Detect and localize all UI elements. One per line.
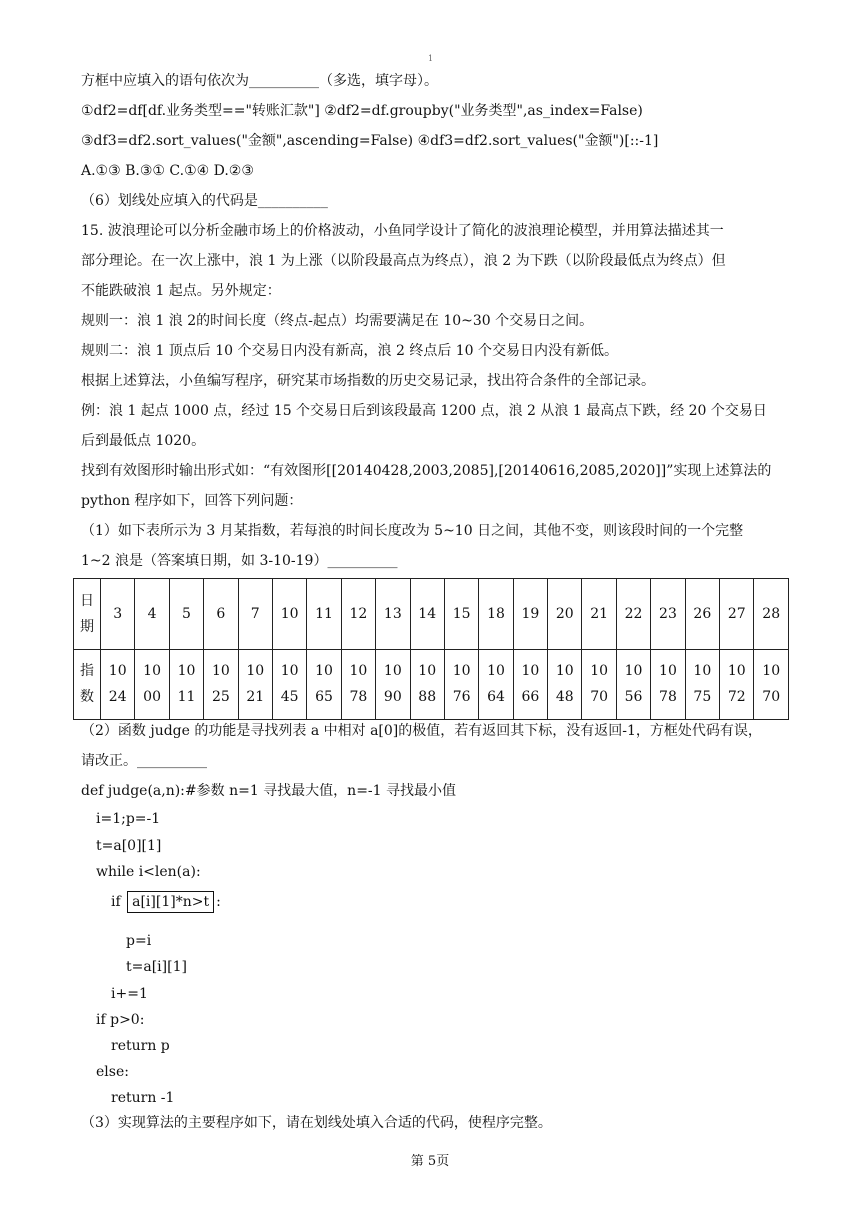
index-digits-bottom: 45 [280, 689, 299, 706]
date-cell: 21 [582, 579, 616, 650]
index-digits-bottom: 75 [693, 689, 712, 706]
code-line: i=1;p=-1 [96, 811, 161, 827]
date-cell: 10 [272, 579, 306, 650]
option-statements-3-4: ③df3=df2.sort_values("金额",ascending=False) ④df3=df2.sort_values("金额")[::-1] [81, 133, 659, 149]
index-digits-bottom: 72 [727, 689, 746, 706]
index-digits-top: 10 [624, 663, 643, 680]
index-digits-bottom: 66 [521, 689, 540, 706]
table-row [74, 579, 789, 650]
code-line-if [111, 891, 221, 913]
index-cell [238, 649, 272, 720]
code-line: p=i [126, 933, 152, 949]
option-statements-1-2: ①df2=df[df.业务类型=="转账汇款"] ②df2=df.groupby("业务类型",as_index=False) [81, 103, 643, 119]
question-15-text: python 程序如下，回答下列问题： [81, 493, 303, 509]
output-format-line: 找到有效图形时输出形式如：“有效图形[[20140428,2003,2085],[20140616,2085,2020]]”实现上述算法的 [81, 463, 772, 479]
index-digits-bottom: 76 [452, 689, 471, 706]
code-line: t=a[i][1] [126, 959, 187, 975]
index-cell [376, 649, 410, 720]
date-cell: 15 [444, 579, 478, 650]
index-digits-bottom: 78 [659, 689, 677, 706]
index-table [73, 578, 789, 720]
code-line: if p>0: [96, 1012, 145, 1028]
index-digits-top: 10 [762, 663, 781, 680]
sub-question-2: 请改正。__________ [81, 753, 207, 769]
date-cell: 22 [616, 579, 650, 650]
index-digits-top: 10 [555, 663, 574, 680]
index-digits-bottom: 90 [383, 689, 402, 706]
index-digits-bottom: 48 [555, 689, 574, 706]
date-cell: 12 [341, 579, 375, 650]
index-digits-bottom: 64 [487, 689, 505, 706]
index-cell [410, 649, 444, 720]
index-digits-bottom: 21 [246, 689, 265, 706]
sub-question-1: 1~2 浪是（答案填日期，如 3-10-19）__________ [81, 553, 398, 569]
index-cell [548, 649, 582, 720]
index-digits-bottom: 70 [762, 689, 781, 706]
index-digits-bottom: 24 [108, 689, 127, 706]
table-header-text: 期 [80, 618, 94, 635]
index-digits-top: 10 [349, 663, 368, 680]
index-digits-top: 10 [108, 663, 127, 680]
answer-choices: A.①③ B.③① C.①④ D.②③ [81, 163, 254, 179]
date-cell: 14 [410, 579, 444, 650]
rule-two: 规则二：浪 1 顶点后 10 个交易日内没有新高，浪 2 终点后 10 个交易日内没有新低。 [81, 343, 619, 359]
index-digits-top: 10 [280, 663, 299, 680]
index-digits-top: 10 [521, 663, 540, 680]
table-header-cell [74, 579, 101, 650]
date-cell: 26 [685, 579, 719, 650]
index-cell [307, 649, 341, 720]
index-cell [479, 649, 513, 720]
date-cell: 4 [135, 579, 169, 650]
sub-question-2: （2）函数 judge 的功能是寻找列表 a 中相对 a[0]的极值，若有返回其下标，没有返回-1，方框处代码有误， [81, 723, 762, 739]
date-cell: 19 [513, 579, 547, 650]
index-digits-bottom: 78 [349, 689, 368, 706]
question-15-intro: 15. 波浪理论可以分析金融市场上的价格波动，小鱼同学设计了简化的波浪理论模型，并用算法描述其一 [81, 223, 724, 239]
index-digits-bottom: 88 [418, 689, 437, 706]
index-digits-bottom: 25 [211, 689, 230, 706]
index-cell [272, 649, 306, 720]
index-digits-top: 10 [246, 663, 265, 680]
date-cell: 3 [101, 579, 135, 650]
code-line: return -1 [111, 1090, 175, 1106]
date-cell: 23 [651, 579, 685, 650]
table-header-text: 数 [80, 689, 94, 706]
index-cell [101, 649, 135, 720]
index-cell [720, 649, 754, 720]
index-digits-top: 10 [211, 663, 230, 680]
question-15-text: 不能跌破浪 1 起点。另外规定： [81, 283, 281, 299]
index-digits-bottom: 65 [315, 689, 333, 706]
index-cell [685, 649, 719, 720]
date-cell: 6 [204, 579, 238, 650]
sub-question-3: （3）实现算法的主要程序如下，请在划线处填入合适的代码，使程序完整。 [81, 1115, 552, 1131]
page-marker: 1 [428, 54, 434, 63]
code-colon: : [216, 894, 221, 910]
index-digits-bottom: 00 [143, 689, 161, 706]
code-line: while i<len(a): [96, 864, 201, 880]
date-cell: 20 [548, 579, 582, 650]
index-cell [582, 649, 616, 720]
code-line: def judge(a,n):#参数 n=1 寻找最大值，n=-1 寻找最小值 [81, 783, 457, 799]
index-digits-top: 10 [590, 663, 609, 680]
page-footer: 第 5页 [410, 1154, 450, 1169]
date-cell: 11 [307, 579, 341, 650]
code-line: i+=1 [111, 986, 148, 1002]
rule-one: 规则一：浪 1 浪 2的时间长度（终点-起点）均需要满足在 10~30 个交易日之间。 [81, 313, 594, 329]
question-6: （6）划线处应填入的代码是__________ [81, 193, 328, 209]
sub-question-1: （1）如下表所示为 3 月某指数，若每浪的时间长度改为 5~10 日之间，其他不变，则该段时间的一个完整 [81, 523, 744, 539]
index-cell [616, 649, 650, 720]
table-header-text: 日 [80, 592, 94, 609]
question-15-text: 根据上述算法，小鱼编写程序，研究某市场指数的历史交易记录，找出符合条件的全部记录。 [81, 373, 655, 389]
index-digits-top: 10 [727, 663, 746, 680]
index-digits-top: 10 [418, 663, 437, 680]
table-row [74, 649, 789, 720]
date-cell: 13 [376, 579, 410, 650]
index-cell [169, 649, 203, 720]
example-line: 后到最低点 1020。 [81, 433, 206, 449]
index-digits-top: 10 [487, 663, 505, 680]
index-cell [341, 649, 375, 720]
index-cell [204, 649, 238, 720]
index-digits-top: 10 [315, 663, 333, 680]
code-line: else: [96, 1064, 129, 1080]
table-header-cell [74, 649, 101, 720]
index-digits-top: 10 [693, 663, 712, 680]
index-cell [754, 649, 789, 720]
date-cell: 5 [169, 579, 203, 650]
index-digits-bottom: 70 [590, 689, 609, 706]
index-digits-top: 10 [177, 663, 196, 680]
index-digits-top: 10 [143, 663, 161, 680]
code-line: t=a[0][1] [96, 838, 162, 854]
index-digits-bottom: 11 [177, 689, 196, 706]
table-header-text: 指 [80, 663, 94, 680]
date-cell: 27 [720, 579, 754, 650]
date-cell: 18 [479, 579, 513, 650]
code-keyword: if [111, 894, 121, 910]
index-digits-top: 10 [452, 663, 471, 680]
index-cell [135, 649, 169, 720]
index-cell [513, 649, 547, 720]
index-digits-top: 10 [659, 663, 677, 680]
index-cell [444, 649, 478, 720]
code-line: return p [111, 1038, 170, 1054]
boxed-condition: a[i][1]*n>t [127, 891, 214, 913]
index-digits-bottom: 56 [624, 689, 643, 706]
date-cell: 7 [238, 579, 272, 650]
index-digits-top: 10 [383, 663, 402, 680]
question-15-text: 部分理论。在一次上涨中，浪 1 为上涨（以阶段最高点为终点），浪 2 为下跌（以阶段最低点为终点）但 [81, 253, 726, 269]
date-cell: 28 [754, 579, 789, 650]
question-line: 方框中应填入的语句依次为__________（多选，填字母）。 [81, 73, 438, 89]
example-line: 例：浪 1 起点 1000 点，经过 15 个交易日后到该段最高 1200 点，浪 2 从浪 1 最高点下跌，经 20 个交易日 [81, 403, 767, 419]
index-cell [651, 649, 685, 720]
